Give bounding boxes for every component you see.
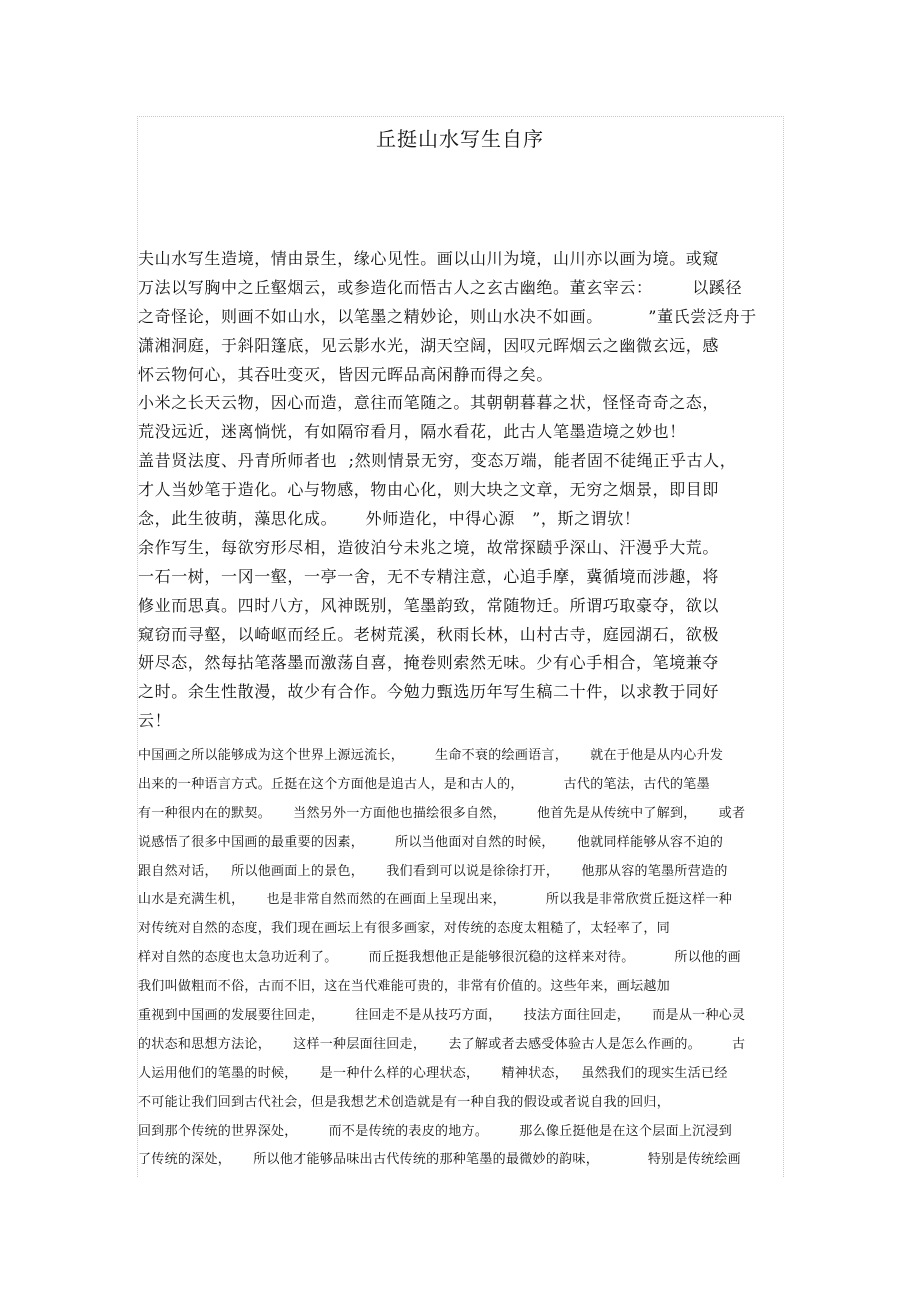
commentary-line: 重视到中国画的发展要往回走， 往回走不是从技巧方面， 技法方面往回走， 而是从一种心灵 — [138, 1008, 746, 1024]
preface-line: 云！ — [138, 711, 172, 731]
commentary-line: 有一种很内在的默契。 当然另外一方面他也描绘很多自然， 他首先是从传统中了解到， 或者 — [138, 805, 746, 821]
preface-line: 修业而思真。四时八方，风神既别，笔墨韵致，常随物迁。所谓巧取豪夺，欲以 — [138, 595, 720, 615]
preface-line: 盖昔贤法度、丹青所师者也 ;然则情景无穷，变态万端，能者固不徒绳正乎古人， — [138, 451, 737, 471]
preface-line: 窥窃而寻壑，以崎岖而经丘。老树荒溪，秋雨长林，山村古寺，庭园湖石，欲极 — [138, 624, 720, 644]
preface-line: 之时。余生性散漫，故少有合作。今勉力甄选历年写生稿二十件，以求教于同好 — [138, 682, 720, 702]
preface-line: 潇湘洞庭，于斜阳篷底，见云影水光，湖天空阔，因叹元晖烟云之幽微玄远，感 — [138, 335, 720, 355]
preface-body — [138, 245, 783, 736]
preface-line: 荒没远近，迷离惝恍，有如隔帘看月，隔水看花，此古人笔墨造境之妙也！ — [138, 422, 686, 442]
preface-line: 之奇怪论，则画不如山水，以笔墨之精妙论，则山水决不如画。 ”董氏尝泛舟于 — [138, 306, 757, 326]
commentary-line: 的状态和思想方法论， 这样一种层面往回走， 去了解或者去感受体验古人是怎么作画的。 古 — [138, 1036, 746, 1052]
commentary-line: 出来的一种语言方式。丘挺在这个方面他是追古人，是和古人的， 古代的笔法，古代的笔墨 — [138, 776, 710, 792]
commentary-line: 跟自然对话， 所以他画面上的景色， 我们看到可以说是徐徐打开， 他那从容的笔墨所营造的 — [138, 863, 728, 879]
commentary-line: 不可能让我们回到古代社会，但是我想艺术创造就是有一种自我的假设或者说自我的回归， — [138, 1094, 671, 1110]
commentary-line: 人运用他们的笔墨的时候， 是一种什么样的心理状态， 精神状态， 虽然我们的现实生活已经 — [138, 1065, 728, 1081]
commentary-line: 说感悟了很多中国画的最重要的因素， 所以当他面对自然的时候， 他就同样能够从容不迫的 — [138, 834, 724, 850]
preface-line: 才人当妙笔于造化。心与物感，物由心化，则大块之文章，无穷之烟景，即目即 — [138, 480, 720, 500]
preface-line: 念，此生彼萌，藻思化成。 外师造化，中得心源 ”，斯之谓欤！ — [138, 509, 641, 529]
commentary-body — [138, 742, 783, 1175]
commentary-line: 中国画之所以能够成为这个世界上源远流长， 生命不衰的绘画语言， 就在于他是从内心升发 — [138, 748, 724, 763]
preface-line: 妍尽态，然每拈笔落墨而激荡自喜，掩卷则索然无味。少有心手相合，笔境兼夺 — [138, 653, 720, 673]
commentary-line: 对传统对自然的态度，我们现在画坛上有很多画家，对传统的态度太粗糙了，太轻率了，同 — [138, 921, 671, 937]
preface-line: 一石一树，一冈一壑，一亭一舍，无不专精注意，心追手摩，冀循境而涉趣，将 — [138, 566, 720, 586]
commentary-line: 我们叫做粗而不俗，古而不旧，这在当代难能可贵的，非常有价值的。这些年来，画坛越加 — [138, 979, 671, 995]
commentary-line: 了传统的深处， 所以他才能够品味出古代传统的那种笔墨的最微妙的韵味， 特别是传统绘画 — [138, 1152, 741, 1168]
preface-line: 万法以写胸中之丘壑烟云，或参造化而悟古人之玄古幽绝。董玄宰云： 以蹊径 — [138, 277, 743, 297]
commentary-line: 山水是充满生机， 也是非常自然而然的在画面上呈现出来， 所以我是非常欣赏丘挺这样一种 — [138, 892, 733, 908]
commentary-line: 回到那个传统的世界深处， 而不是传统的表皮的地方。 那么像丘挺他是在这个层面上沉浸到 — [138, 1123, 733, 1139]
document-title: 丘挺山水写生自序 — [376, 127, 544, 151]
commentary-line: 样对自然的态度也太急功近利了。 而丘挺我想他正是能够很沉稳的这样来对待。 所以他的画 — [138, 950, 741, 966]
preface-line: 夫山水写生造境，情由景生，缘心见性。画以山川为境，山川亦以画为境。或窥 — [138, 249, 720, 268]
preface-line: 余作写生，每欲穷形尽相，造彼泊兮未兆之境，故常探赜乎深山、汗漫乎大荒。 — [138, 537, 720, 557]
preface-line: 小米之长天云物，因心而造，意往而笔随之。其朝朝暮暮之状，怪怪奇奇之态， — [138, 393, 720, 413]
preface-line: 怀云物何心，其吞吐变灭，皆因元晖品高闲静而得之矣。 — [138, 364, 554, 384]
